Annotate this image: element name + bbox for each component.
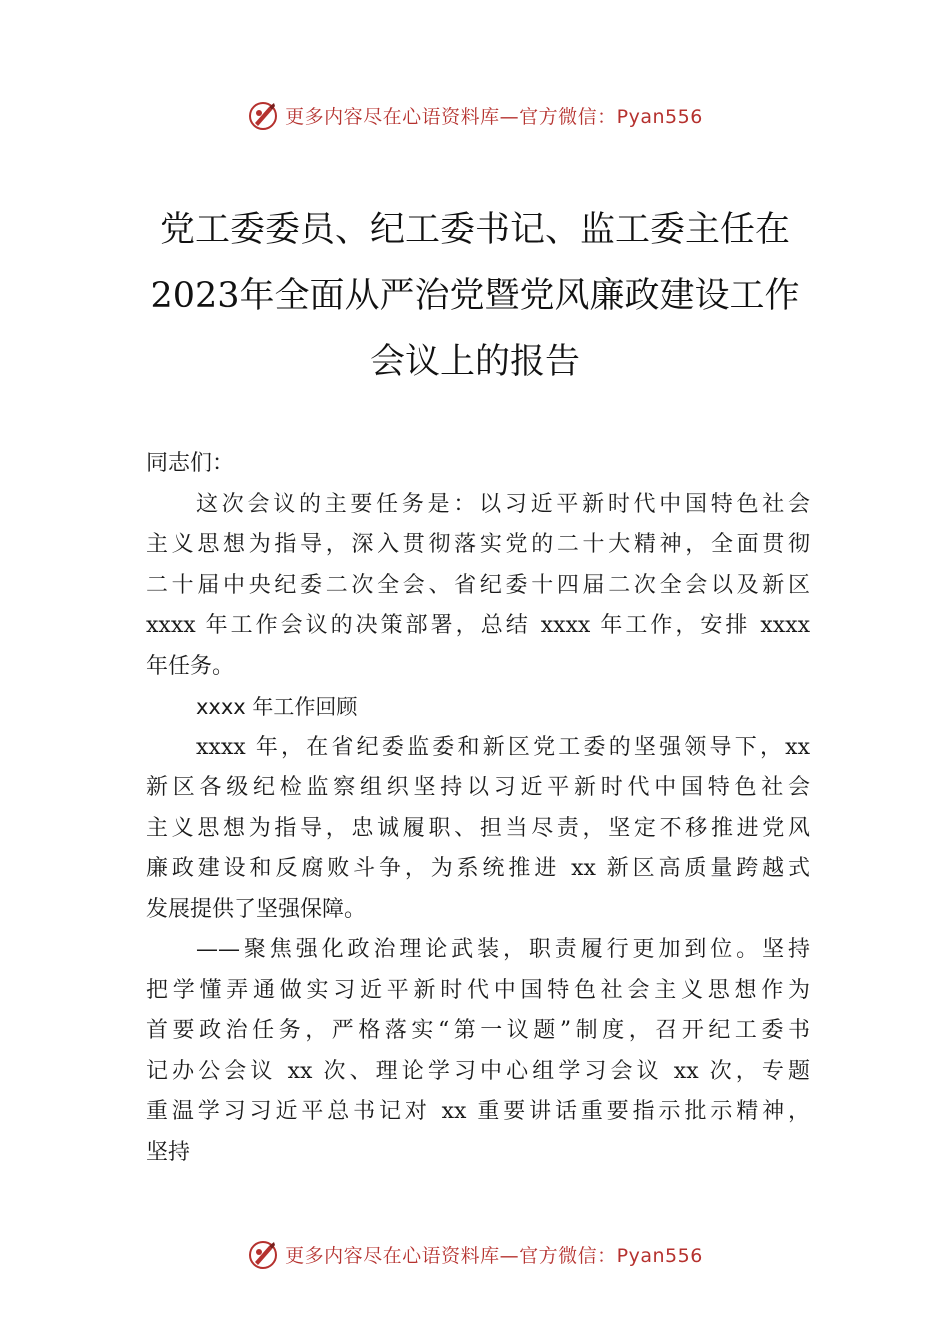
paragraph-line: 首要政治任务，严格落实“第一议题”制度，召开纪工委书 (146, 1018, 810, 1043)
paragraph-line: ——聚焦强化政治理论武装，职责履行更加到位。坚持 (196, 937, 810, 962)
paragraph-line: xxxx 年工作会议的决策部署，总结 xxxx 年工作，安排 xxxx (146, 613, 810, 638)
title-line: 会议上的报告 (369, 342, 580, 382)
watermark-text: 更多内容尽在心语资料库—官方微信：Pyan556 (285, 1244, 703, 1267)
pen-quill-logo-icon (247, 99, 279, 131)
watermark-text: 更多内容尽在心语资料库—官方微信：Pyan556 (285, 105, 703, 128)
paragraph-line: 年任务。 (146, 653, 235, 679)
paragraph-line: 新区各级纪检监察组织坚持以习近平新时代中国特色社会 (146, 775, 810, 800)
document-body (146, 444, 810, 1173)
watermark-banner-top (0, 95, 950, 135)
paragraph-line: 廉政建设和反腐败斗争，为系统推进 xx 新区高质量跨越式 (146, 856, 810, 881)
section-heading: xxxx 年工作回顾 (196, 695, 358, 719)
paragraph-line: 这次会议的主要任务是：以习近平新时代中国特色社会 (196, 491, 810, 517)
paragraph-intro (146, 485, 810, 688)
title-line: 党工委委员、纪工委书记、监工委主任在 (159, 210, 790, 250)
paragraph-line: 主义思想为指导，深入贯彻落实党的二十大精神，全面贯彻 (146, 532, 810, 557)
paragraph-line: 把学懂弄通做实习近平新时代中国特色社会主义思想作为 (146, 977, 810, 1003)
paragraph-line: 二十届中央纪委二次全会、省纪委十四届二次全会以及新区 (146, 572, 810, 598)
paragraph-political-theory (146, 930, 810, 1173)
document-title (100, 197, 850, 395)
paragraph-line: 发展提供了坚强保障。 (146, 896, 367, 922)
title-line: 2023年全面从严治党暨党风廉政建设工作 (150, 276, 800, 316)
paragraph-line: 记办公会议 xx 次、理论学习中心组学习会议 xx 次，专题 (146, 1058, 810, 1084)
pen-quill-logo-icon (247, 1238, 279, 1270)
paragraph-review (146, 728, 810, 931)
paragraph-line: xxxx 年，在省纪委监委和新区党工委的坚强领导下，xx (196, 734, 810, 760)
watermark-banner-bottom (0, 1234, 950, 1274)
paragraph-line: 坚持 (146, 1139, 191, 1165)
paragraph-line: 重温学习习近平总书记对 xx 重要讲话重要指示批示精神， (146, 1099, 810, 1124)
greeting: 同志们： (146, 451, 235, 476)
paragraph-line: 主义思想为指导，忠诚履职、担当尽责，坚定不移推进党风 (146, 815, 810, 841)
